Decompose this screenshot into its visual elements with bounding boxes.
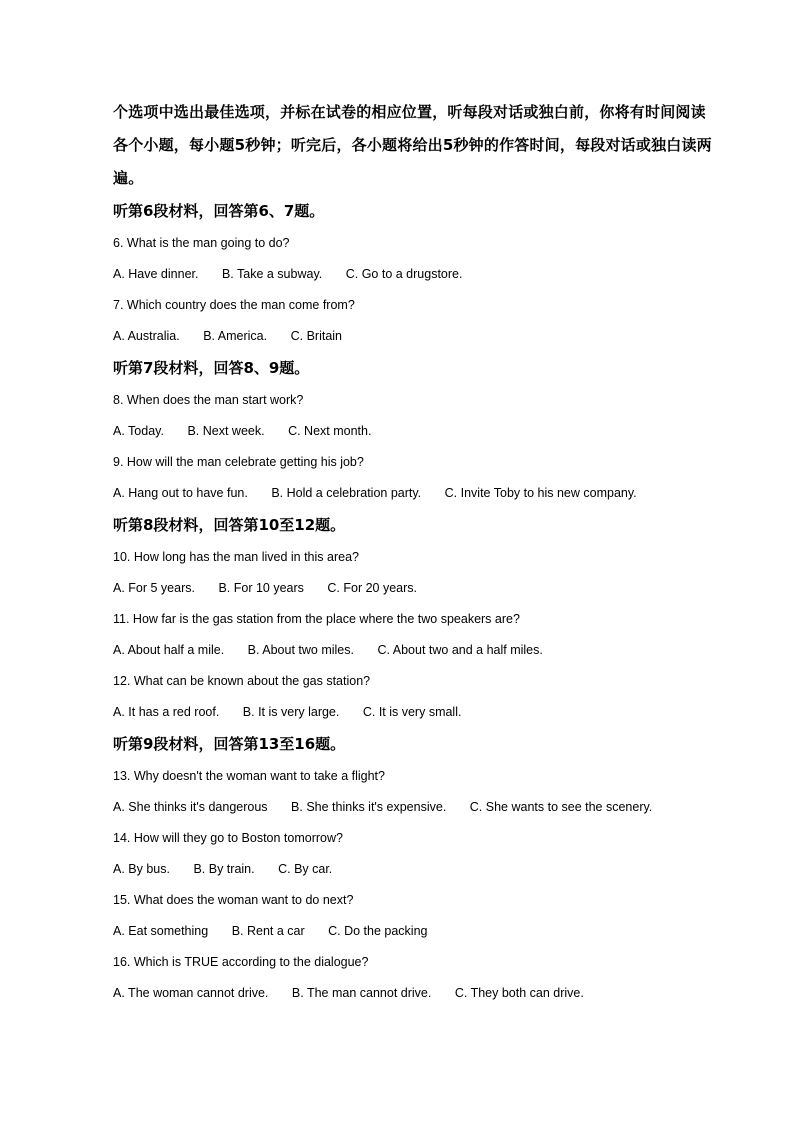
option-c: C. Go to a drugstore. [345, 267, 463, 281]
answer-options [113, 697, 713, 728]
listening-section-2 [113, 352, 713, 509]
question-12 [113, 666, 713, 728]
question-text: 16. Which is TRUE according to the dialogue? [113, 955, 369, 969]
answer-options [113, 854, 713, 885]
option-a: A. By bus. [113, 862, 170, 876]
answer-options [113, 978, 713, 1009]
question-9 [113, 447, 713, 509]
option-a: A. Eat something [113, 924, 209, 938]
option-c: C. Invite Toby to his new company. [444, 486, 637, 500]
option-b: B. It is very large. [242, 705, 340, 719]
option-b: B. For 10 years [218, 581, 304, 595]
answer-options [113, 416, 713, 447]
option-b: B. America. [203, 329, 268, 343]
answer-options [113, 573, 713, 604]
option-a: A. Have dinner. [113, 267, 199, 281]
option-b: B. She thinks it's expensive. [291, 800, 447, 814]
answer-options [113, 259, 713, 290]
question-13 [113, 761, 713, 823]
section-heading: 听第8段材料，回答第10至12题。 [113, 516, 346, 534]
answer-options [113, 478, 713, 509]
option-b: B. Next week. [187, 424, 265, 438]
option-c: C. It is very small. [362, 705, 462, 719]
question-11 [113, 604, 713, 666]
option-c: C. She wants to see the scenery. [469, 800, 653, 814]
question-7 [113, 290, 713, 352]
question-8 [113, 385, 713, 447]
option-a: A. For 5 years. [113, 581, 195, 595]
option-a: A. Australia. [113, 329, 180, 343]
question-text: 15. What does the woman want to do next? [113, 893, 354, 907]
question-text: 9. How will the man celebrate getting his job? [113, 455, 364, 469]
instructions-paragraph: 个选项中选出最佳选项，并标在试卷的相应位置，听每段对话或独白前，你将有时间阅读各个小题，每小题5秒钟；听完后，各小题将给出5秒钟的作答时间，每段对话或独白读两遍。 [113, 103, 712, 187]
question-16 [113, 947, 713, 1009]
option-c: C. Do the packing [328, 924, 428, 938]
question-14 [113, 823, 713, 885]
question-text: 6. What is the man going to do? [113, 236, 290, 250]
question-text: 11. How far is the gas station from the place where the two speakers are? [113, 612, 520, 626]
option-b: B. About two miles. [247, 643, 354, 657]
question-6 [113, 228, 713, 290]
question-10 [113, 542, 713, 604]
answer-options [113, 635, 713, 666]
option-a: A. Today. [113, 424, 164, 438]
answer-options [113, 916, 713, 947]
option-a: A. It has a red roof. [113, 705, 220, 719]
section-heading: 听第9段材料，回答第13至16题。 [113, 735, 346, 753]
option-b: B. The man cannot drive. [291, 986, 432, 1000]
option-a: A. She thinks it's dangerous [113, 800, 268, 814]
question-text: 7. Which country does the man come from? [113, 298, 355, 312]
question-text: 12. What can be known about the gas station? [113, 674, 371, 688]
question-text: 13. Why doesn't the woman want to take a flight? [113, 769, 385, 783]
option-a: A. The woman cannot drive. [113, 986, 269, 1000]
option-c: C. For 20 years. [327, 581, 418, 595]
section-heading: 听第7段材料，回答8、9题。 [113, 359, 310, 377]
option-a: A. Hang out to have fun. [113, 486, 248, 500]
question-15 [113, 885, 713, 947]
option-b: B. Hold a celebration party. [271, 486, 422, 500]
option-c: C. Britain [290, 329, 342, 343]
option-b: B. Rent a car [231, 924, 305, 938]
question-text: 14. How will they go to Boston tomorrow? [113, 831, 343, 845]
option-b: B. By train. [193, 862, 255, 876]
answer-options [113, 321, 713, 352]
option-c: C. They both can drive. [454, 986, 584, 1000]
listening-section-1 [113, 195, 713, 352]
answer-options [113, 792, 713, 823]
question-text: 8. When does the man start work? [113, 393, 304, 407]
option-c: C. By car. [278, 862, 333, 876]
section-heading: 听第6段材料，回答第6、7题。 [113, 202, 325, 220]
option-c: C. About two and a half miles. [377, 643, 543, 657]
option-b: B. Take a subway. [221, 267, 323, 281]
listening-section-4 [113, 728, 713, 1009]
exam-page [113, 96, 713, 1009]
option-a: A. About half a mile. [113, 643, 225, 657]
question-text: 10. How long has the man lived in this area? [113, 550, 359, 564]
listening-section-3 [113, 509, 713, 728]
option-c: C. Next month. [288, 424, 372, 438]
